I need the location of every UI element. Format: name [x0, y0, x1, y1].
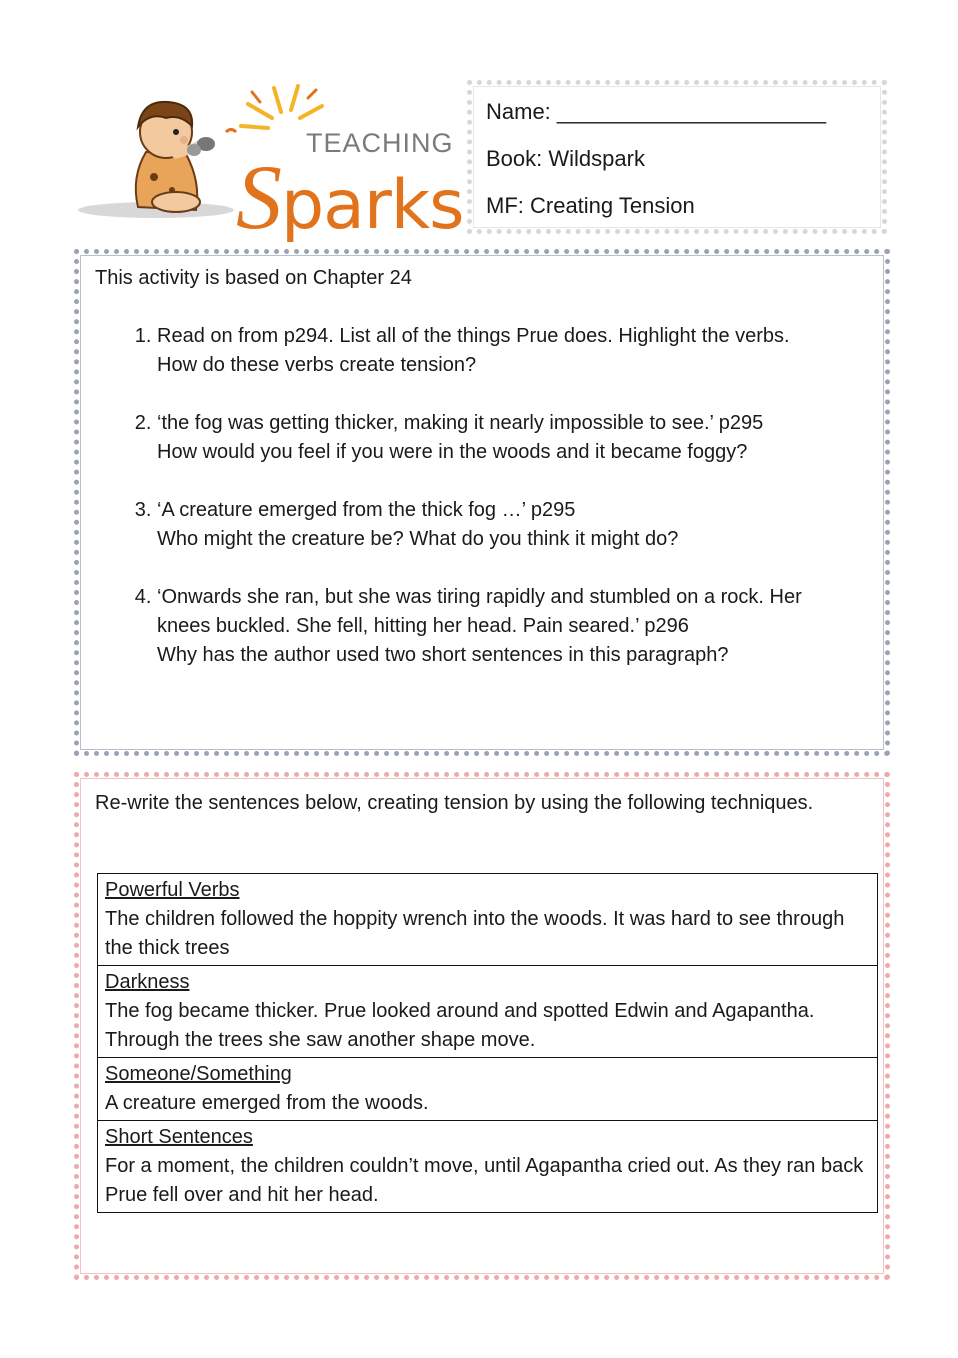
- question-item: [157, 496, 885, 554]
- question-list: [95, 322, 885, 670]
- question-line: knees buckled. She fell, hitting her head. Pain seared.’ p296: [157, 615, 689, 637]
- logo-sparks-text: [236, 144, 464, 250]
- technique-sentence: The children followed the hoppity wrench into the woods. It was hard to see through the thick trees: [105, 908, 845, 959]
- question-line: 2. ‘the fog was getting thicker, making it nearly impossible to see.’ p295: [157, 412, 764, 434]
- question-line: Who might the creature be? What do you think it might do?: [157, 528, 679, 550]
- table-row: [98, 874, 878, 966]
- technique-cell: [98, 874, 878, 966]
- technique-cell: [98, 1058, 878, 1121]
- question-item: [157, 409, 885, 467]
- technique-title: Someone/Something: [105, 1063, 292, 1085]
- logo-sparks-rest: parks: [281, 166, 464, 245]
- question-line: Why has the author used two short sentences in this paragraph?: [157, 644, 729, 666]
- logo-teaching-text: TEACHING: [306, 128, 454, 158]
- question-line: 1. Read on from p294. List all of the things Prue does. Highlight the verbs.: [157, 325, 790, 347]
- rewrite-activity-box: [74, 772, 890, 1280]
- question-line: 4. ‘Onwards she ran, but she was tiring rapidly and stumbled on a rock. Her: [157, 586, 802, 608]
- student-info-box: [467, 80, 887, 234]
- technique-title: Short Sentences: [105, 1126, 253, 1148]
- question-item: [157, 322, 885, 380]
- technique-sentence: A creature emerged from the woods.: [105, 1092, 429, 1114]
- techniques-table: [97, 873, 878, 1213]
- name-line[interactable]: Name: ______________________: [486, 99, 827, 124]
- activity-intro: This activity is based on Chapter 24: [95, 267, 412, 289]
- logo-sparks-initial: S: [236, 146, 281, 248]
- table-row: [98, 1121, 878, 1213]
- activity-questions-box: [74, 249, 890, 756]
- question-line: How would you feel if you were in the woods and it became foggy?: [157, 441, 748, 463]
- question-item: [157, 583, 885, 670]
- technique-cell: [98, 1121, 878, 1213]
- table-row: [98, 966, 878, 1058]
- teaching-sparks-logo: [76, 82, 464, 248]
- question-line: How do these verbs create tension?: [157, 354, 477, 376]
- table-row: [98, 1058, 878, 1121]
- technique-cell: [98, 966, 878, 1058]
- book-label: Book: Wildspark: [486, 146, 645, 171]
- technique-title: Darkness: [105, 971, 190, 993]
- technique-sentence: For a moment, the children couldn’t move, until Agapantha cried out. As they ran back Prue fell over and hit her head.: [105, 1155, 864, 1206]
- question-line: 3. ‘A creature emerged from the thick fog …’ p295: [157, 499, 576, 521]
- mf-label: MF: Creating Tension: [486, 193, 695, 218]
- technique-title: Powerful Verbs: [105, 879, 240, 901]
- technique-sentence: The fog became thicker. Prue looked around and spotted Edwin and Agapantha. Through the trees she saw another shape move.: [105, 1000, 815, 1051]
- rewrite-intro: Re-write the sentences below, creating tension by using the following techniques.: [95, 792, 814, 814]
